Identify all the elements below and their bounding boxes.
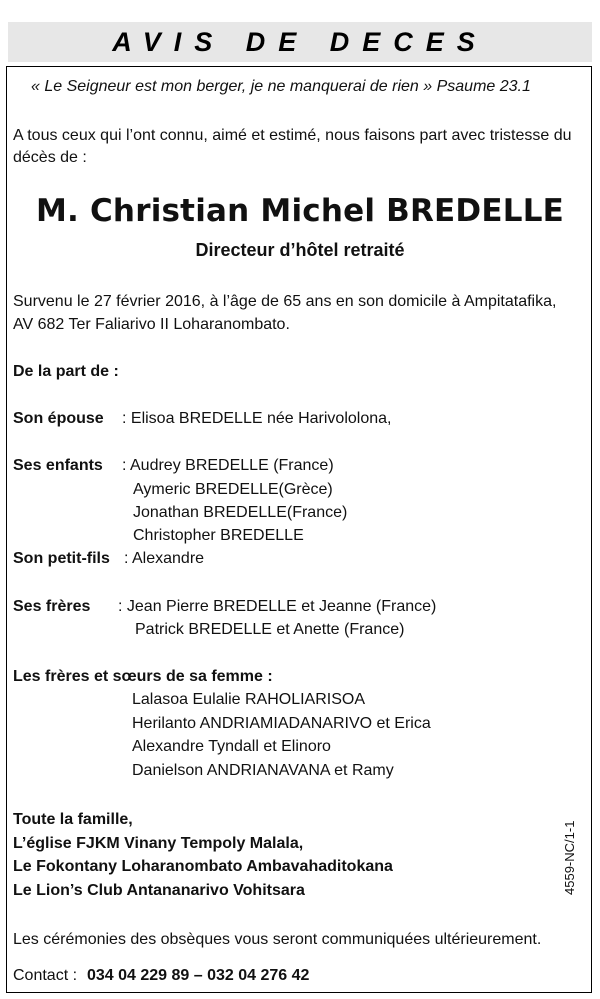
intro-line-1: A tous ceux qui l’ont connu, aimé et estimé, nous faisons part avec tristesse du [13, 127, 572, 144]
brother-item: : Jean Pierre BREDELLE et Jeanne (France) [118, 598, 437, 615]
child-item: : Audrey BREDELLE (France) [122, 457, 334, 474]
others-line: L’église FJKM Vinany Tempoly Malala, [13, 835, 304, 852]
in-law-item: Herilanto ANDRIAMIADANARIVO et Erica [132, 715, 431, 732]
grandson-label: Son petit-fils [13, 550, 110, 567]
in-law-item: Lalasoa Eulalie RAHOLIARISOA [132, 691, 365, 708]
ceremony-note: Les cérémonies des obsèques vous seront communiquées ultérieurement. [13, 931, 542, 948]
brothers-label: Ses frères [13, 598, 91, 615]
others-line: Le Lion’s Club Antananarivo Vohitsara [13, 882, 305, 899]
contact-label: Contact : [13, 967, 78, 984]
spouse-label: Son épouse [13, 410, 104, 427]
intro-line-2: décès de : [13, 149, 87, 166]
deceased-title: Directeur d’hôtel retraité [195, 240, 405, 260]
spouse-value: : Elisoa BREDELLE née Harivololona, [122, 410, 392, 427]
others-line: Toute la famille, [13, 811, 133, 828]
contact-numbers: 034 04 229 89 – 032 04 276 42 [87, 967, 310, 984]
scripture-quote: « Le Seigneur est mon berger, je ne manquerai de rien » Psaume 23.1 [31, 78, 531, 95]
header-banner [8, 22, 592, 62]
brother-item: Patrick BREDELLE et Anette (France) [135, 621, 405, 638]
in-law-item: Danielson ANDRIANAVANA et Ramy [132, 762, 394, 779]
in-laws-label: Les frères et sœurs de sa femme : [13, 668, 273, 685]
child-item: Jonathan BREDELLE(France) [133, 504, 348, 521]
in-law-item: Alexandre Tyndall et Elinoro [132, 738, 331, 755]
others-line: Le Fokontany Loharanombato Ambavahaditokana [13, 858, 393, 875]
death-info-line-1: Survenu le 27 février 2016, à l’âge de 65 ans en son domicile à Ampitatafika, [13, 293, 557, 310]
child-item: Aymeric BREDELLE(Grèce) [133, 481, 333, 498]
death-info-line-2: AV 682 Ter Faliarivo II Loharanombato. [13, 316, 290, 333]
children-label: Ses enfants [13, 457, 103, 474]
from-label: De la part de : [13, 363, 119, 380]
child-item: Christopher BREDELLE [133, 527, 304, 544]
deceased-name: M. Christian Michel BREDELLE [35, 193, 565, 229]
notice-title: AVIS DE DECES [112, 26, 488, 57]
grandson-value: : Alexandre [124, 550, 205, 567]
reference-code: 4559-NC/1-1 [562, 820, 577, 895]
